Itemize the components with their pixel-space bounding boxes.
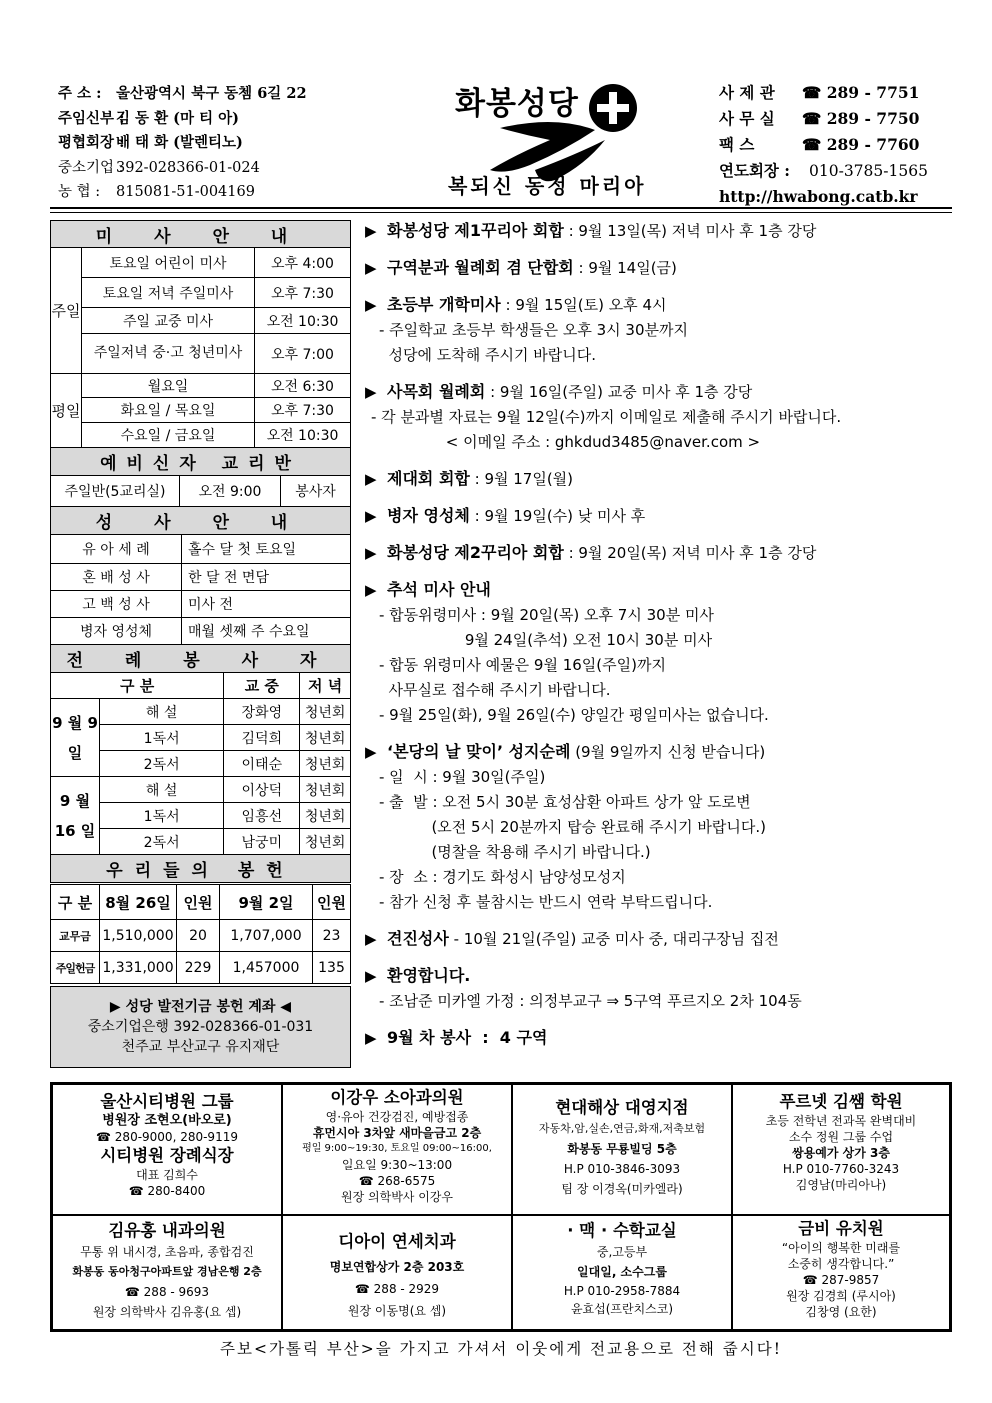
prayer-label: 연도회장 : xyxy=(719,161,791,180)
offering-header: 9월 2일 xyxy=(220,885,313,920)
liturgy-main: 이상덕 xyxy=(224,777,300,803)
liturgy-date: 9 월 9 일 xyxy=(51,699,100,777)
footer-text: 주보<가톨릭 부산>을 가지고 가셔서 이웃에게 전교용으로 전해 줍시다! xyxy=(220,1340,782,1358)
fund-account: 중소기업은행 392-028366-01-031 xyxy=(87,1019,314,1035)
mass-time: 오후 4:00 xyxy=(255,248,351,278)
sacrament-title: 성 사 안 내 xyxy=(51,507,351,535)
ad-line: 화봉동 동아청구아파트앞 경남은행 2층 xyxy=(72,1265,262,1278)
notice-title: 제대회 회합 xyxy=(387,469,470,488)
notice-item xyxy=(365,739,955,765)
notice-item xyxy=(365,1025,955,1051)
mass-time: 오후 7:30 xyxy=(255,398,351,423)
sacrament-name: 혼 배 성 사 xyxy=(51,564,182,591)
ad-internal-medicine xyxy=(52,1215,282,1330)
ad-line: 김창영 (요한) xyxy=(805,1305,877,1319)
ad-title: 이강우 소아과의원 xyxy=(330,1088,464,1107)
ad-line: 윤효섭(프란치스코) xyxy=(570,1302,674,1316)
notice-text: : 9월 13일(목) 저녁 미사 후 1층 강당 xyxy=(563,222,817,240)
liturgy-main: 남궁미 xyxy=(224,829,300,855)
ad-city-hospital xyxy=(52,1084,282,1215)
mass-time: 오전 10:30 xyxy=(255,423,351,448)
pastor-label: 주임신부 : xyxy=(58,109,125,127)
offering-table xyxy=(50,884,351,984)
ad-line: “아이의 행복한 미래를 xyxy=(781,1241,901,1255)
notice-item xyxy=(365,963,955,989)
address-label: 주 소 : xyxy=(58,85,102,102)
liturgy-header: 구 분 xyxy=(51,673,224,699)
fund-owner: 천주교 부산교구 유지재단 xyxy=(121,1039,280,1055)
notice-sub: - 주일학교 초등부 학생들은 오후 3시 30분까지 xyxy=(379,321,688,339)
triangle-icon: ▶ xyxy=(365,296,377,314)
notice-sub: - 조남준 미카엘 가정 : 의정부교구 ⇒ 5구역 푸르지오 2차 104동 xyxy=(379,992,802,1010)
notice-text: : 9월 20일(목) 저녁 미사 후 1층 강당 xyxy=(563,544,817,562)
mass-time: 오후 7:00 xyxy=(255,334,351,374)
liturgy-evening: 청년회 xyxy=(300,803,351,829)
offering-value: 1,331,000 xyxy=(100,952,177,984)
sacrament-info: 홀수 달 첫 토요일 xyxy=(182,535,351,564)
notice-item xyxy=(365,292,955,318)
offering-type: 교무금 xyxy=(51,920,100,952)
ad-line: ☎ 288 - 9693 xyxy=(124,1285,210,1299)
bank1-value: 392-028366-01-024 xyxy=(116,159,260,176)
triangle-icon: ▶ xyxy=(365,383,377,401)
sacrament-name: 유 아 세 례 xyxy=(51,535,182,564)
notice-sub: 9월 24일(추석) 오전 10시 30분 미사 xyxy=(379,631,713,649)
liturgy-header: 교 중 xyxy=(224,673,300,699)
notice-title: 화봉성당 제2꾸리아 회합 xyxy=(387,543,564,562)
ad-academy xyxy=(732,1084,950,1215)
ad-line: 중,고등부 xyxy=(596,1245,648,1259)
ad-title: 푸르넷 김쌤 학원 xyxy=(779,1092,903,1111)
email-link[interactable]: < 이메일 주소 : ghkdud3485@naver.com > xyxy=(379,433,761,451)
ads-box xyxy=(50,1082,952,1332)
offering-count: 135 xyxy=(313,952,351,984)
notice-title: ‘본당의 날 맞이’ 성지순례 xyxy=(387,742,571,761)
mass-time: 오후 7:30 xyxy=(255,278,351,308)
ad-line: ☎ 280-9000, 280-9119 xyxy=(96,1130,238,1144)
ad-pediatrics xyxy=(282,1084,512,1215)
notice-title: 사목회 월례회 xyxy=(387,382,486,401)
notice-item xyxy=(365,218,955,244)
ad-line: 무통 위 내시경, 초음파, 종합검진 xyxy=(80,1245,254,1259)
notice-title: 초등부 개학미사 xyxy=(387,295,501,314)
notice-text: - 10월 21일(주일) 교중 미사 중, 대리구장님 집전 xyxy=(448,930,779,948)
triangle-icon: ▶ xyxy=(365,507,377,525)
liturgy-main: 김덕희 xyxy=(224,725,300,751)
pastor-value: 김 동 환 (마 티 아) xyxy=(116,109,240,127)
notice-item xyxy=(365,379,955,405)
office-label: 사 무 실 xyxy=(719,109,775,128)
ad-math xyxy=(512,1215,732,1330)
council-value: 배 태 화 (발렌티노) xyxy=(116,134,243,151)
liturgy-title: 전 례 봉 사 자 xyxy=(51,645,351,673)
triangle-icon: ▶ xyxy=(365,1029,377,1047)
liturgy-evening: 청년회 xyxy=(300,699,351,725)
ad-line: 원장 이동명(요 셉) xyxy=(347,1304,447,1318)
ad-insurance xyxy=(512,1084,732,1215)
sacrament-info: 미사 전 xyxy=(182,591,351,618)
liturgy-evening: 청년회 xyxy=(300,829,351,855)
mass-table xyxy=(50,220,351,476)
notice-sub: - 장 소 : 경기도 화성시 남양성모성지 xyxy=(379,868,626,886)
notice-title: 견진성사 xyxy=(387,929,449,948)
triangle-icon: ▶ xyxy=(365,544,377,562)
ad-line: 팀 장 이경옥(미카엘라) xyxy=(561,1182,683,1196)
mass-time: 오전 10:30 xyxy=(255,308,351,334)
ad-line: 일요일 9:30~13:00 xyxy=(341,1158,453,1172)
ad-line: H.P 010-3846-3093 xyxy=(563,1162,681,1176)
notice-item xyxy=(365,255,955,281)
bank2-label: 농 협 : xyxy=(58,184,101,200)
notices xyxy=(365,218,955,1051)
office-phone: ☎ 289 - 7750 xyxy=(802,109,920,128)
offering-count: 20 xyxy=(177,920,220,952)
notice-sub: - 합동 위령미사 예물은 9월 16일(주일)까지 xyxy=(379,656,666,674)
fund-box xyxy=(50,986,351,1068)
mass-name: 월요일 xyxy=(82,374,255,398)
offering-count: 23 xyxy=(313,920,351,952)
ad-title: 현대해상 대영지점 xyxy=(555,1098,689,1117)
offering-count: 229 xyxy=(177,952,220,984)
ad-line: H.P 010-2958-7884 xyxy=(563,1284,681,1298)
ad-line: 초등 전학년 전과목 완벽대비 xyxy=(765,1114,917,1128)
notice-item xyxy=(365,503,955,529)
triangle-icon: ▶ xyxy=(365,743,377,761)
notice-item xyxy=(365,540,955,566)
notice-sub: - 참가 신청 후 불참시는 반드시 연락 부탁드립니다. xyxy=(379,893,713,911)
ad-line: 원장 김경희 (루시아) xyxy=(786,1289,896,1303)
mass-name: 주일저녁 중·고 청년미사 xyxy=(82,334,255,374)
offering-header: 인원 xyxy=(313,885,351,920)
offering-header: 인원 xyxy=(177,885,220,920)
ad-line: 소수 정원 그룹 수업 xyxy=(788,1130,894,1144)
ad-line: 일대일, 소수그룹 xyxy=(577,1265,667,1279)
notice-title: 화봉성당 제1꾸리아 회합 xyxy=(387,221,564,240)
header-divider xyxy=(50,207,952,209)
ad-kindergarten xyxy=(732,1215,950,1330)
sacrament-info: 매월 셋째 주 수요일 xyxy=(182,618,351,645)
ad-line: 김영남(마리아나) xyxy=(795,1178,887,1192)
mass-name: 수요일 / 금요일 xyxy=(82,423,255,448)
ad-title: 디아이 연세치과 xyxy=(338,1232,456,1251)
notice-title: 병자 영성체 xyxy=(387,506,470,525)
liturgy-evening: 청년회 xyxy=(300,751,351,777)
rectory-phone: ☎ 289 - 7751 xyxy=(802,83,920,102)
notice-title: 9월 차 봉사 xyxy=(387,1028,472,1047)
liturgy-role: 1독서 xyxy=(100,803,224,829)
notice-sub: - 각 분과별 자료는 9월 12일(수)까지 이메일로 제출해 주시기 바랍니다. xyxy=(371,408,842,426)
mass-time: 오전 6:30 xyxy=(255,374,351,398)
offering-value: 1,707,000 xyxy=(220,920,313,952)
notice-text: : 9월 14일(금) xyxy=(573,259,677,277)
prayer-phone: 010-3785-1565 xyxy=(809,162,928,180)
weekday-label: 평일 xyxy=(51,374,82,448)
liturgy-role: 2독서 xyxy=(100,751,224,777)
notice-text: : 4 구역 xyxy=(471,1028,548,1047)
ad-line: 소중히 생각합니다.” xyxy=(787,1257,895,1271)
address-value: 울산광역시 북구 동쳄 6길 22 xyxy=(116,85,307,102)
rectory-label: 사 제 관 xyxy=(719,83,775,102)
ad-line: 대표 김희수 xyxy=(136,1168,198,1182)
triangle-icon: ▶ xyxy=(365,222,377,240)
mass-name: 주일 교중 미사 xyxy=(82,308,255,334)
notice-text: (9월 9일까지 신청 받습니다) xyxy=(570,743,766,761)
triangle-icon: ▶ xyxy=(365,470,377,488)
notice-sub: - 합동위령미사 : 9월 20일(목) 오후 7시 30분 미사 xyxy=(379,606,714,624)
ad-line: 원장 의학박사 이강우 xyxy=(341,1190,453,1204)
triangle-icon: ▶ xyxy=(365,967,377,985)
sacrament-info: 한 달 전 면담 xyxy=(182,564,351,591)
ad-title: 김유홍 내과의원 xyxy=(108,1221,226,1240)
offering-title: 우리들의 봉헌 xyxy=(51,855,351,883)
triangle-icon: ▶ xyxy=(365,930,377,948)
ad-line: 평일 9:00~19:30, 토요일 09:00~16:00, xyxy=(302,1143,492,1154)
liturgy-evening: 청년회 xyxy=(300,777,351,803)
liturgy-main: 이태순 xyxy=(224,751,300,777)
catechumen-volunteer: 봉사자 xyxy=(281,476,351,507)
notice-sub: - 일 시 : 9월 30일(주일) xyxy=(379,768,546,786)
liturgy-role: 해 설 xyxy=(100,699,224,725)
notice-text: : 9월 19일(수) 낮 미사 후 xyxy=(469,507,646,525)
offering-type: 주일헌금 xyxy=(51,952,100,984)
ad-line: 명보연합상가 2층 203호 xyxy=(329,1260,465,1274)
ad-line: 화봉동 무룡빌딩 5층 xyxy=(567,1142,677,1156)
offering-header: 8월 26일 xyxy=(100,885,177,920)
offering-header: 구 분 xyxy=(51,885,100,920)
notice-text: : 9월 16일(주일) 교중 미사 후 1층 강당 xyxy=(485,383,753,401)
ad-line: H.P 010-7760-3243 xyxy=(782,1162,900,1176)
ad-line: ☎ 288 - 2929 xyxy=(354,1282,440,1296)
sunday-label: 주일 xyxy=(51,248,82,374)
notice-item xyxy=(365,466,955,492)
offering-value: 1,457000 xyxy=(220,952,313,984)
liturgy-role: 2독서 xyxy=(100,829,224,855)
notice-sub: (오전 5시 20분까지 탑승 완료해 주시기 바랍니다.) xyxy=(379,818,766,836)
sacrament-name: 고 백 성 사 xyxy=(51,591,182,618)
council-label: 평협회장 : xyxy=(58,134,125,151)
ad-line: 휴먼시아 3차앞 새마을금고 2층 xyxy=(312,1126,482,1140)
ad-title: 시티병원 장례식장 xyxy=(100,1146,234,1165)
fax-phone: ☎ 289 - 7760 xyxy=(802,135,920,154)
notice-sub: - 출 발 : 오전 5시 30분 효성삼환 아파트 상가 앞 도로변 xyxy=(379,793,751,811)
notice-sub: 사무실로 접수해 주시기 바랍니다. xyxy=(379,681,611,699)
ad-dental xyxy=(282,1215,512,1330)
notice-text: : 9월 15일(토) 오후 4시 xyxy=(500,296,667,314)
logo-title: 화봉성당 xyxy=(455,86,579,122)
sacrament-name: 병자 영성체 xyxy=(51,618,182,645)
ad-line: 쌍용예가 상가 3층 xyxy=(792,1146,890,1160)
mass-name: 토요일 저녁 주일미사 xyxy=(82,278,255,308)
mass-title: 미 사 안 내 xyxy=(51,221,351,248)
bank2-value: 815081-51-004169 xyxy=(116,184,255,200)
header-info xyxy=(58,82,307,205)
ad-line: 영·유아 건강검진, 예방접종 xyxy=(325,1110,469,1124)
liturgy-role: 해 설 xyxy=(100,777,224,803)
fund-title: ▶ 성당 발전기금 봉헌 계좌 ◀ xyxy=(109,999,292,1015)
ad-title: 울산시티병원 그룹 xyxy=(100,1092,234,1111)
fax-label: 팩 스 xyxy=(719,135,755,154)
triangle-icon: ▶ xyxy=(365,259,377,277)
catechumen-time: 오전 9:00 xyxy=(180,476,281,507)
ad-title: 금비 유치원 xyxy=(798,1219,884,1238)
ad-line: 병원장 조현오(바오로) xyxy=(102,1113,232,1128)
liturgy-evening: 청년회 xyxy=(300,725,351,751)
notice-title: 환영합니다. xyxy=(387,966,471,985)
catechumen-table xyxy=(50,475,351,535)
notice-title: 추석 미사 안내 xyxy=(387,580,491,599)
header-contacts xyxy=(719,80,928,210)
catechumen-class: 주일반(5교리실) xyxy=(51,476,180,507)
liturgy-table xyxy=(50,672,351,883)
notice-sub: - 9월 25일(화), 9월 26일(수) 양일간 평일미사는 없습니다. xyxy=(379,706,769,724)
liturgy-date: 9 월 16 일 xyxy=(51,777,100,855)
mass-name: 화요일 / 목요일 xyxy=(82,398,255,423)
ad-line: ☎ 280-8400 xyxy=(128,1184,206,1198)
notice-text: : 9월 17일(월) xyxy=(469,470,574,488)
notice-item xyxy=(365,926,955,952)
ad-line: ☎ 287-9857 xyxy=(802,1273,880,1287)
triangle-icon: ▶ xyxy=(365,581,377,599)
ad-line: 원장 의학박사 김유홍(요 셉) xyxy=(92,1305,242,1319)
header-divider-thin xyxy=(50,212,952,213)
sacrament-table xyxy=(50,534,351,673)
website-link[interactable]: http://hwabong.catb.kr xyxy=(719,187,918,206)
notice-title: 구역분과 월례회 겸 단합회 xyxy=(387,258,574,277)
ad-line: ☎ 268-6575 xyxy=(358,1174,436,1188)
notice-sub: 성당에 도착해 주시기 바랍니다. xyxy=(379,346,596,364)
liturgy-main: 장화영 xyxy=(224,699,300,725)
offering-value: 1,510,000 xyxy=(100,920,177,952)
liturgy-main: 임흥선 xyxy=(224,803,300,829)
liturgy-header: 저 녁 xyxy=(300,673,351,699)
liturgy-role: 1독서 xyxy=(100,725,224,751)
ad-line: 자동차,암,실손,연금,화재,저축보험 xyxy=(538,1122,706,1135)
mass-name: 토요일 어린이 미사 xyxy=(82,248,255,278)
logo-subtitle: 복되신 동정 마리아 xyxy=(448,174,647,198)
ad-title: · 맥 · 수학교실 xyxy=(567,1221,677,1240)
notice-item xyxy=(365,577,955,603)
notice-sub: (명찰을 착용해 주시기 바랍니다.) xyxy=(379,843,651,861)
bank1-label: 중소기업 : xyxy=(58,159,124,176)
catechumen-title: 예비신자 교리반 xyxy=(51,448,351,476)
